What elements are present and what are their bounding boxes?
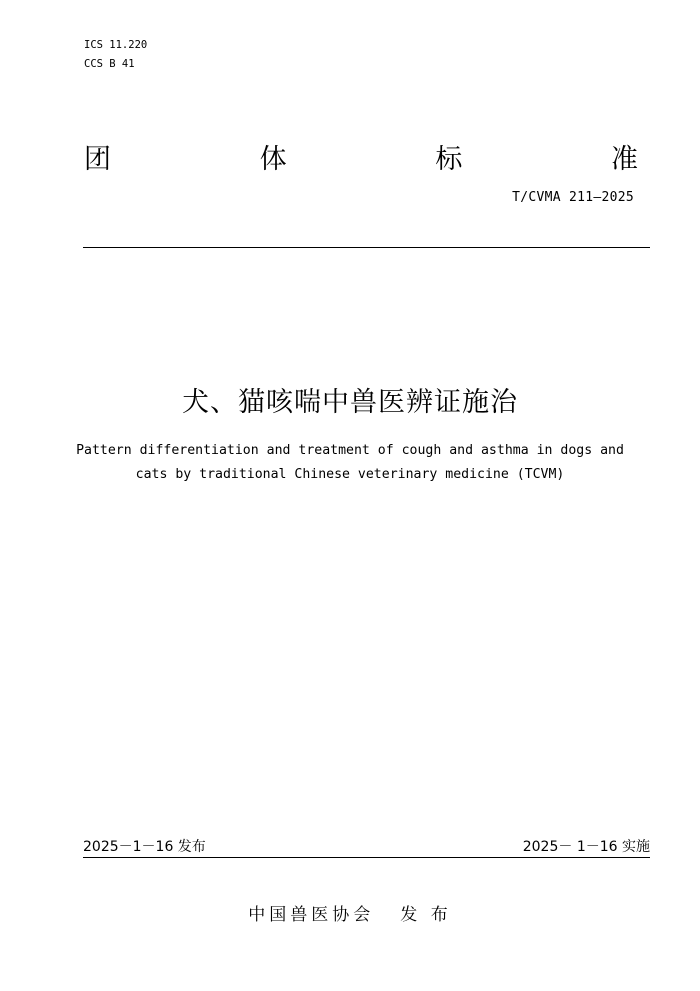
ics-code: ICS 11.220 bbox=[84, 39, 148, 51]
release-date: 2025－1－16 发布 bbox=[83, 839, 206, 855]
standard-type-char-3: 标 bbox=[435, 143, 463, 175]
standard-number: T/CVMA 211—2025 bbox=[512, 190, 634, 205]
standard-type-char-1: 团 bbox=[84, 143, 111, 175]
classification-codes bbox=[84, 36, 147, 74]
implementation-date: 2025－ 1－16 实施 bbox=[522, 839, 650, 855]
date-row bbox=[83, 836, 650, 856]
publisher-action: 发 布 bbox=[400, 905, 452, 925]
document-title-chinese: 犬、猫咳喘中兽医辨证施治 bbox=[182, 387, 518, 418]
header-divider bbox=[83, 247, 650, 248]
english-title-line-2: cats by traditional Chinese veterinary medicine (TCVM) bbox=[135, 467, 565, 482]
standard-type-char-2: 体 bbox=[259, 143, 287, 175]
ccs-code: CCS B 41 bbox=[84, 58, 135, 70]
publisher-line bbox=[0, 900, 700, 925]
standard-type-heading bbox=[84, 136, 638, 176]
document-title-english bbox=[40, 439, 660, 487]
publisher-name: 中国兽医协会 bbox=[248, 905, 375, 925]
footer-divider bbox=[83, 857, 650, 858]
english-title-line-1: Pattern differentiation and treatment of cough and asthma in dogs and bbox=[76, 443, 624, 458]
standard-type-char-4: 准 bbox=[610, 143, 638, 175]
